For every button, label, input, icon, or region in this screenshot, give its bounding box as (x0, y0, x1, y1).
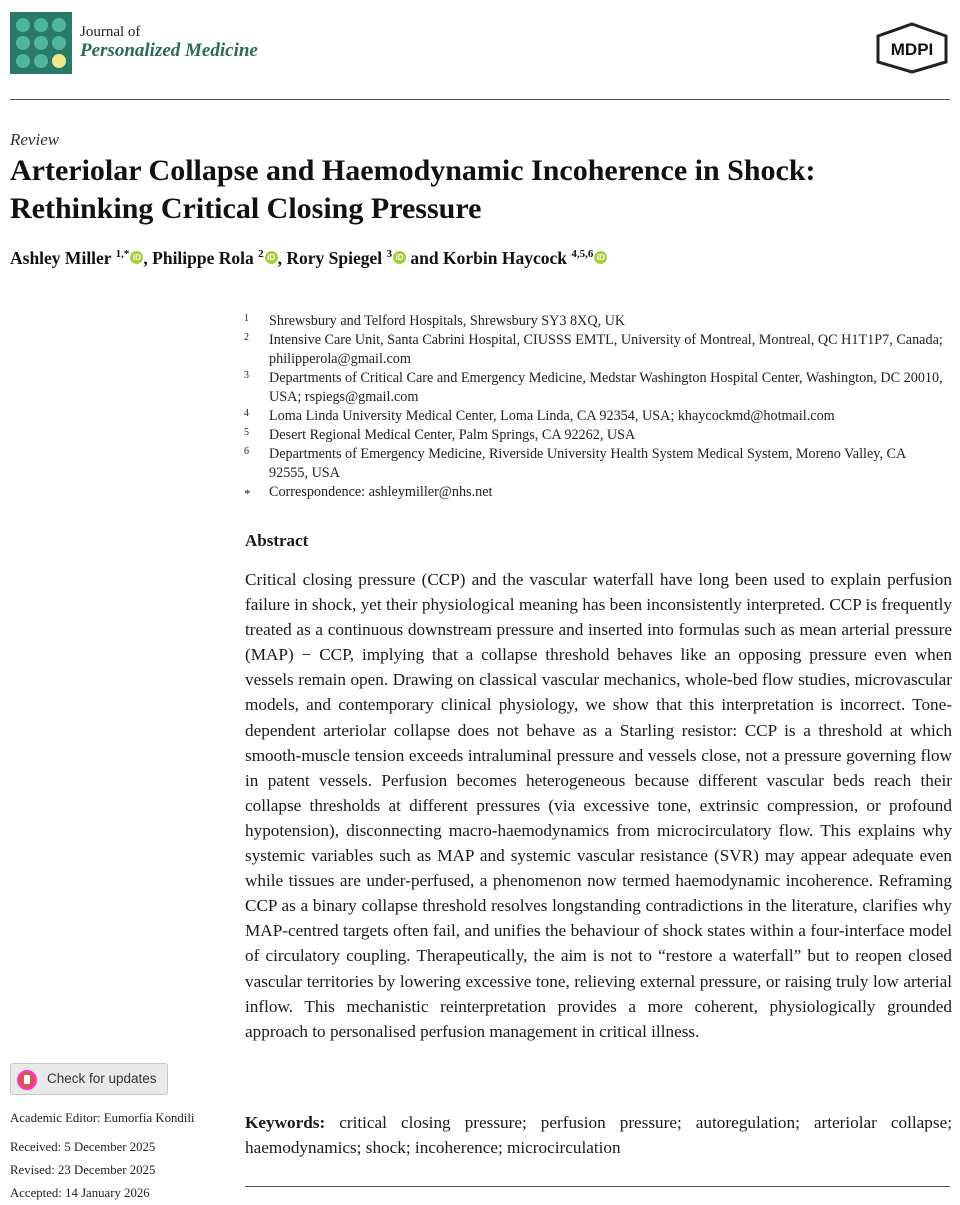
affiliation-list (244, 312, 944, 502)
keywords-text: critical closing pressure; perfusion pressure; autoregulation; arteriolar collapse; haemodynamics; shock; incoherence; microcirculation (245, 1113, 952, 1157)
affiliation-text: Intensive Care Unit, Santa Cabrini Hospital, CIUSSS EMTL, University of Montreal, Montreal, QC H1T1P7, Canada; philipperola@gmail.com (269, 332, 943, 367)
header-divider (10, 99, 950, 100)
keywords-label: Keywords: (245, 1113, 326, 1132)
affiliation-text: Loma Linda University Medical Center, Loma Linda, CA 92354, USA; khaycockmd@hotmail.com (269, 408, 835, 424)
bookmark-update-icon (17, 1070, 37, 1090)
author-name[interactable]: Rory Spiegel (286, 248, 383, 268)
affiliation-number: 4 (244, 408, 249, 419)
author-affiliation-sup: 2 (258, 248, 264, 261)
correspondence-text[interactable]: Correspondence: ashleymiller@nhs.net (269, 484, 493, 500)
affiliation-number: 1 (244, 313, 249, 324)
journal-of-label: Journal of (80, 24, 141, 40)
affiliation-item (244, 426, 944, 445)
orcid-icon[interactable]: iD (130, 251, 143, 264)
affiliation-text: Departments of Critical Care and Emergency Medicine, Medstar Washington Hospital Center, Washington, DC 20010, USA; rspiegs@gmail.com (269, 370, 943, 405)
author-separator: , (277, 248, 287, 268)
correspondence-marker: * (244, 486, 251, 501)
footer-divider (245, 1186, 950, 1187)
affiliation-number: 2 (244, 332, 249, 343)
publication-metadata (10, 1107, 194, 1205)
journal-header (10, 12, 950, 100)
author-name[interactable]: Ashley Miller (10, 248, 112, 268)
affiliation-text: Shrewsbury and Telford Hospitals, Shrewsbury SY3 8XQ, UK (269, 313, 626, 329)
affiliation-item (244, 407, 944, 426)
orcid-icon[interactable]: iD (393, 251, 406, 264)
check-for-updates-label: Check for updates (47, 1071, 157, 1086)
author-name[interactable]: Philippe Rola (152, 248, 254, 268)
author-affiliation-sup: 1,* (115, 248, 130, 261)
author-separator: and (406, 248, 443, 268)
accepted-date: Accepted: 14 January 2026 (10, 1186, 150, 1200)
author-affiliation-sup: 3 (386, 248, 393, 261)
abstract-text: Critical closing pressure (CCP) and the vascular waterfall have long been used to explain perfusion failure in shock, yet their physiological meaning has been inconsistently interpreted. CCP is frequently treated as a continuous downstream pressure and inserted into formulas such as mean arterial pressure (MAP) − CCP, implying that a collapse threshold behaves like an opposing pressure even when vessels remain open. Drawing on classical vascular mechanics, whole-bed flow studies, microvascular models, and contemporary clinical physiology, we show that this interpretation is incorrect. Tone-dependent arteriolar collapse does not behave as a Starling resistor: CCP is a threshold at which smooth-muscle tension exceeds intraluminal pressure and vessels close, not a pressure governing flow in patent vessels. Perfusion becomes heterogeneous because different vascular beds reach their collapse thresholds at different pressures (via excessive tone, extrinsic compression, or profound hypotension), disconnecting macro-haemodynamics from microcirculatory flow. This explains why systemic variables such as MAP and systemic vascular resistance (SVR) may appear adequate even while tissues are under-perfused, a phenomenon now termed haemodynamic incoherence. Reframing CCP as a binary collapse threshold resolves longstanding contradictions in the literature, clarifies why MAP-centred targets often fail, and unifies the behaviour of shock states within a four-interface model of circulatory coupling. Therapeutically, the aim is not to “restore a waterfall” but to reopen closed vascular territories by lowering excessive tone, relieving external pressure, or raising truly low arterial inflow. This mechanistic reinterpretation provides a more coherent, physiologically grounded approach to personalised perfusion management in critical illness. (245, 570, 952, 1041)
author-name[interactable]: Korbin Haycock (443, 248, 567, 268)
orcid-icon[interactable]: iD (594, 251, 607, 264)
academic-editor: Academic Editor: Eumorfia Kondili (10, 1111, 195, 1125)
affiliation-number: 6 (244, 446, 249, 457)
author-affiliation-sup: 4,5,6 (571, 248, 594, 261)
journal-name[interactable] (80, 24, 258, 61)
revised-date: Revised: 23 December 2025 (10, 1163, 156, 1177)
affiliation-item (244, 312, 944, 331)
affiliation-text: Desert Regional Medical Center, Palm Springs, CA 92262, USA (269, 427, 636, 443)
abstract-heading: Abstract (245, 531, 309, 550)
affiliation-number: 5 (244, 427, 249, 438)
affiliation-item (244, 445, 944, 483)
affiliation-item (244, 369, 944, 407)
journal-title: Personalized Medicine (80, 39, 258, 61)
affiliation-number: 3 (244, 370, 249, 381)
article-title: Arteriolar Collapse and Haemodynamic Incoherence in Shock: Rethinking Critical Closing Pressure (10, 154, 816, 226)
journal-logo[interactable] (10, 12, 72, 74)
mdpi-logo[interactable] (874, 22, 950, 74)
affiliation-text: Departments of Emergency Medicine, Riverside University Health System Medical System, Moreno Valley, CA 92555, USA (269, 446, 906, 481)
author-list (10, 248, 607, 269)
author-separator: , (143, 248, 153, 268)
correspondence-item (244, 483, 944, 502)
orcid-icon[interactable]: iD (265, 251, 278, 264)
check-for-updates-button[interactable] (10, 1063, 168, 1095)
publisher-name: MDPI (890, 40, 934, 59)
affiliation-item (244, 331, 944, 369)
article-type: Review (10, 130, 60, 149)
received-date: Received: 5 December 2025 (10, 1140, 156, 1154)
keywords (245, 1110, 952, 1160)
